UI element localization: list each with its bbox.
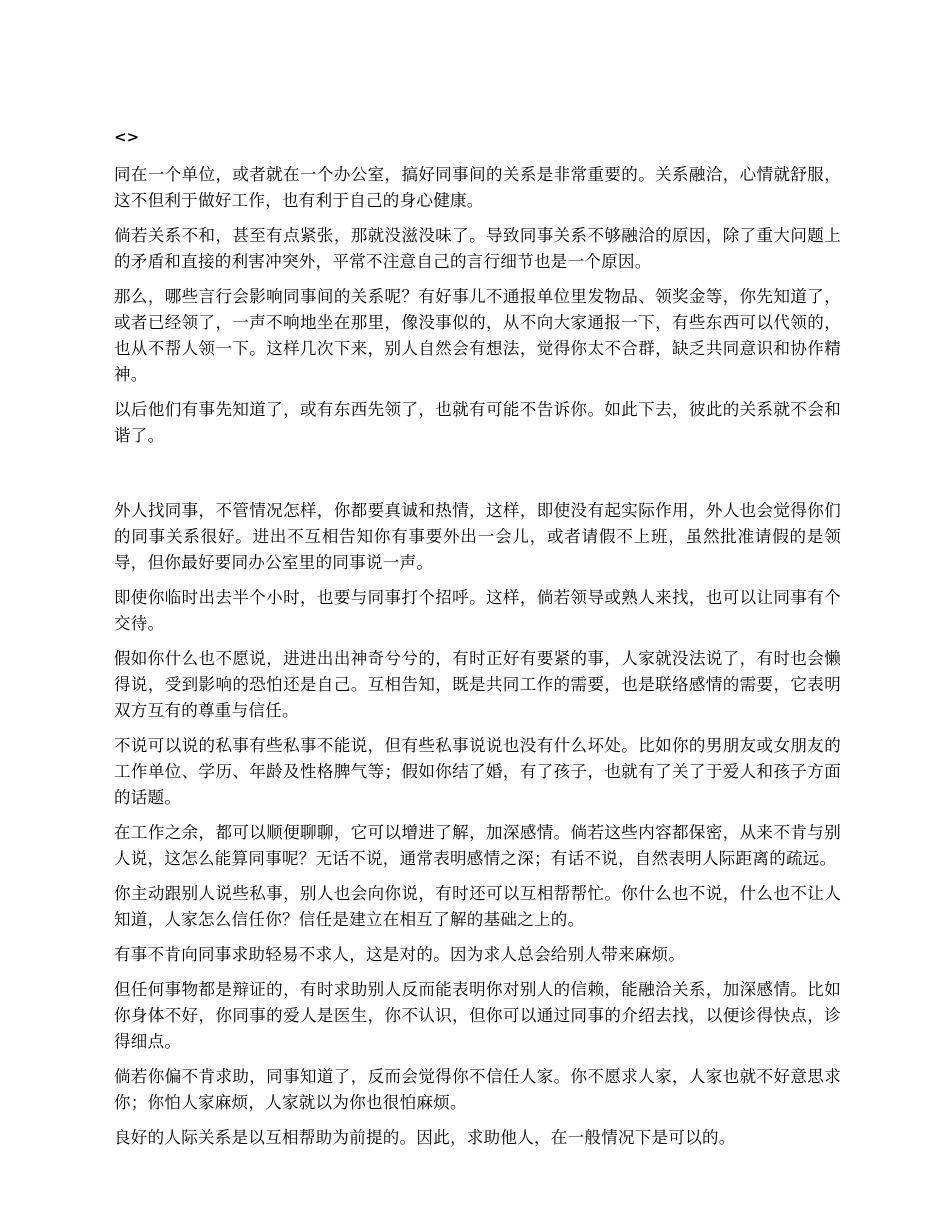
section-gap (114, 458, 841, 498)
paragraph: 你主动跟别人说些私事，别人也会向你说，有时还可以互相帮帮忙。你什么也不说，什么也不让人知道，人家怎么信任你？信任是建立在相互了解的基础之上的。 (114, 884, 841, 929)
paragraph: 不说可以说的私事有些私事不能说，但有些私事说说也没有什么坏处。比如你的男朋友或女朋友的工作单位、学历、年龄及性格脾气等；假如你结了婚，有了孩子，也就有了关了于爱人和孩子方面的话题。 (114, 736, 841, 807)
paragraph: 在工作之余，都可以顺便聊聊，它可以增进了解，加深感情。倘若这些内容都保密，从来不肯与别人说，这怎么能算同事呢？无话不说，通常表明感情之深；有话不说，自然表明人际距离的疏远。 (114, 823, 841, 868)
paragraph: 倘若你偏不肯求助，同事知道了，反而会觉得你不信任人家。你不愿求人家，人家也就不好意思求你；你怕人家麻烦，人家就以为你也很怕麻烦。 (114, 1067, 841, 1112)
paragraph: 假如你什么也不愿说，进进出出神奇兮兮的，有时正好有要紧的事，人家就没法说了，有时也会懒得说，受到影响的恐怕还是自己。互相告知，既是共同工作的需要，也是联络感情的需要，它表明双方互有的尊重与信任。 (114, 649, 841, 720)
document-page (114, 126, 841, 1160)
paragraph: 那么，哪些言行会影响同事间的关系呢？有好事儿不通报单位里发物品、领奖金等，你先知道了，或者已经领了，一声不响地坐在那里，像没事似的，从不向大家通报一下，有些东西可以代领的，也从不帮人领一下。这样几次下来，别人自然会有想法，觉得你太不合群，缺乏共同意识和协作精神。 (114, 287, 841, 384)
paragraph: 以后他们有事先知道了，或有东西先领了，也就有可能不告诉你。如此下去，彼此的关系就不会和谐了。 (114, 400, 841, 445)
paragraph: 但任何事物都是辩证的，有时求助别人反而能表明你对别人的信赖，能融洽关系，加深感情。比如你身体不好，你同事的爱人是医生，你不认识，但你可以通过同事的介绍去找，以便诊得快点，诊得细点。 (114, 980, 841, 1051)
paragraph: 同在一个单位，或者就在一个办公室，搞好同事间的关系是非常重要的。关系融洽，心情就舒服，这不但利于做好工作，也有利于自己的身心健康。 (114, 165, 841, 210)
paragraph: 良好的人际关系是以互相帮助为前提的。因此，求助他人，在一般情况下是可以的。 (114, 1128, 736, 1147)
paragraph: 外人找同事，不管情况怎样，你都要真诚和热情，这样，即使没有起实际作用，外人也会觉得你们的同事关系很好。进出不互相告知你有事要外出一会儿，或者请假不上班，虽然批准请假的是领导，但你最好要同办公室里的同事说一声。 (114, 501, 841, 572)
page-marker: <> (114, 128, 140, 146)
paragraph: 即使你临时出去半个小时，也要与同事打个招呼。这样，倘若领导或熟人来找，也可以让同事有个交待。 (114, 588, 841, 633)
paragraph: 倘若关系不和，甚至有点紧张，那就没滋没味了。导致同事关系不够融洽的原因，除了重大问题上的矛盾和直接的利害冲突外，平常不注意自己的言行细节也是一个原因。 (114, 226, 841, 271)
paragraph: 有事不肯向同事求助轻易不求人，这是对的。因为求人总会给别人带来麻烦。 (114, 945, 686, 964)
